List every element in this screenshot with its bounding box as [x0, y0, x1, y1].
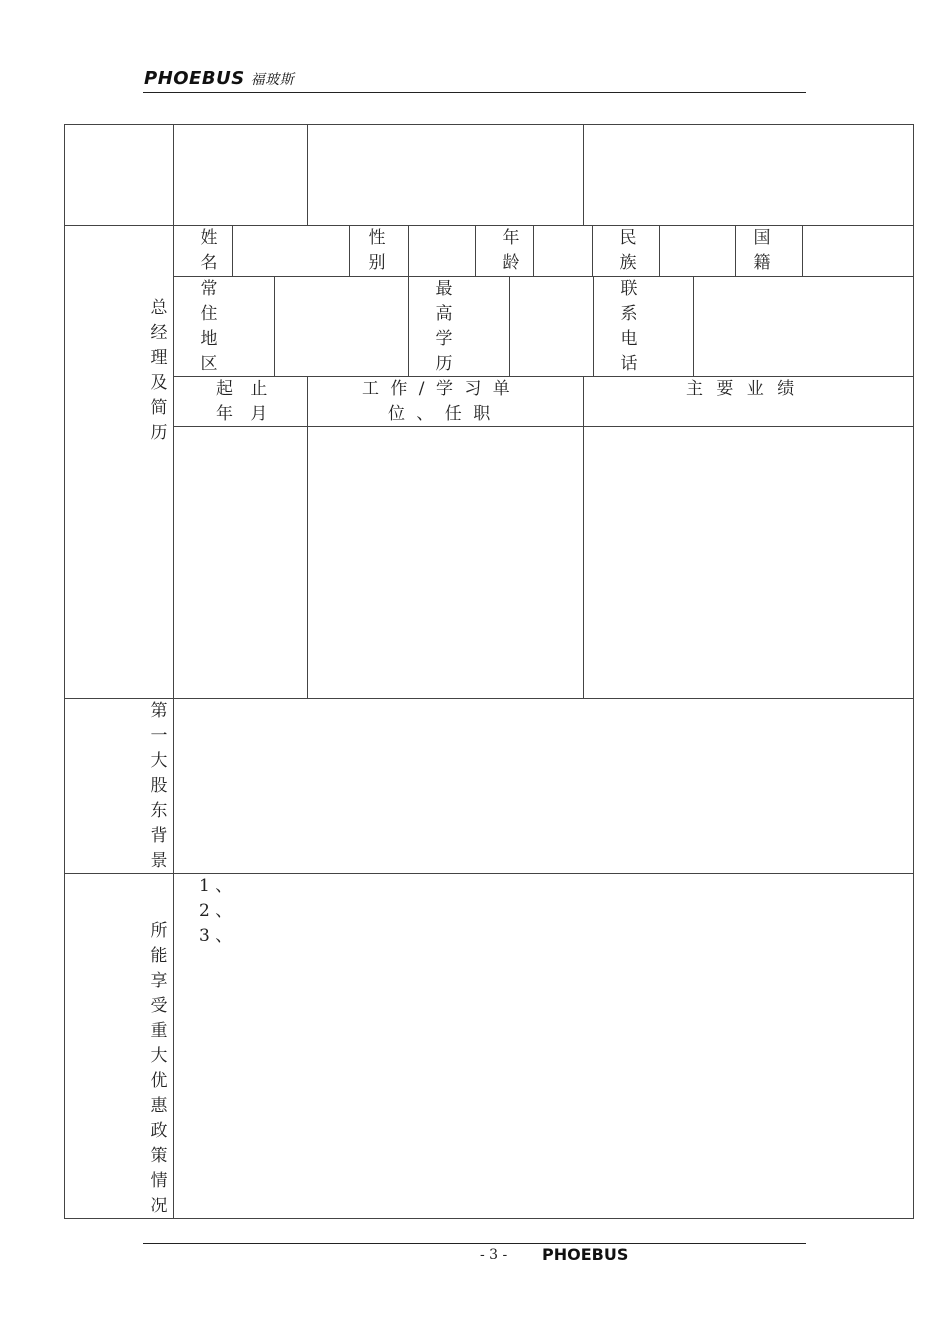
policy-label-cell [65, 874, 174, 1219]
policy-item-3: 3 、 [199, 926, 233, 946]
shareholder-label-cell [65, 699, 174, 874]
policy-item-1: 1 、 [199, 876, 233, 896]
ethnicity-label: 民族 [619, 228, 637, 273]
header-rule [143, 92, 806, 93]
phone-label: 联系电话 [620, 279, 638, 374]
top-cell-1 [65, 125, 174, 226]
shareholder-label: 第一大股东背景 [150, 701, 168, 871]
period-label-line-1: 起 止 [216, 379, 274, 399]
residence-value-cell[interactable] [275, 277, 409, 377]
education-value-cell[interactable] [510, 277, 594, 377]
ethnicity-value-cell[interactable] [660, 226, 736, 277]
gm-section-cell [65, 226, 174, 699]
top-cell-4 [584, 125, 914, 226]
period-label-line-2: 年 月 [216, 404, 274, 424]
form-table [64, 124, 914, 1219]
residence-label-cell [174, 277, 275, 377]
achievement-body-cell[interactable] [584, 427, 914, 699]
policy-item-2: 2 、 [199, 901, 233, 921]
footer-rule [143, 1243, 806, 1244]
footer-brand: PHOEBUS [542, 1245, 629, 1264]
unit-header-cell [308, 377, 584, 427]
header-brand-chinese: 福玻斯 [250, 72, 295, 88]
gender-value-cell[interactable] [409, 226, 476, 277]
nationality-label-cell [736, 226, 803, 277]
policy-label: 所能享受重大优惠政策情况 [150, 921, 168, 1216]
education-label-cell [409, 277, 510, 377]
phone-value-cell[interactable] [694, 277, 914, 377]
header-brand [144, 68, 294, 89]
top-cell-3 [308, 125, 584, 226]
page-number: - 3 - [480, 1247, 508, 1263]
education-label: 最高学历 [435, 279, 453, 374]
top-cell-2 [174, 125, 308, 226]
residence-label: 常住地区 [200, 279, 218, 374]
gm-section-label: 总经理及简历 [150, 298, 168, 443]
name-label-cell [174, 226, 233, 277]
nationality-value-cell[interactable] [803, 226, 914, 277]
shareholder-value-cell[interactable] [174, 699, 914, 874]
period-header-cell [174, 377, 308, 427]
name-value-cell[interactable] [233, 226, 350, 277]
achievement-label: 主 要 业 绩 [686, 379, 799, 399]
unit-label-line-2: 位 、 任 职 [388, 404, 494, 424]
policy-value-cell[interactable] [174, 874, 914, 1219]
age-label: 年龄 [502, 228, 520, 273]
period-body-cell[interactable] [174, 427, 308, 699]
phone-label-cell [594, 277, 694, 377]
achievement-header-cell [584, 377, 914, 427]
nationality-label: 国籍 [753, 228, 771, 273]
age-label-cell [476, 226, 534, 277]
unit-body-cell[interactable] [308, 427, 584, 699]
header-brand-latin: PHOEBUS [144, 68, 245, 89]
gender-label: 性别 [368, 228, 386, 273]
ethnicity-label-cell [593, 226, 660, 277]
unit-label-line-1: 工 作 / 学 习 单 [362, 379, 513, 399]
gender-label-cell [350, 226, 409, 277]
name-label: 姓名 [200, 228, 218, 273]
age-value-cell[interactable] [534, 226, 593, 277]
